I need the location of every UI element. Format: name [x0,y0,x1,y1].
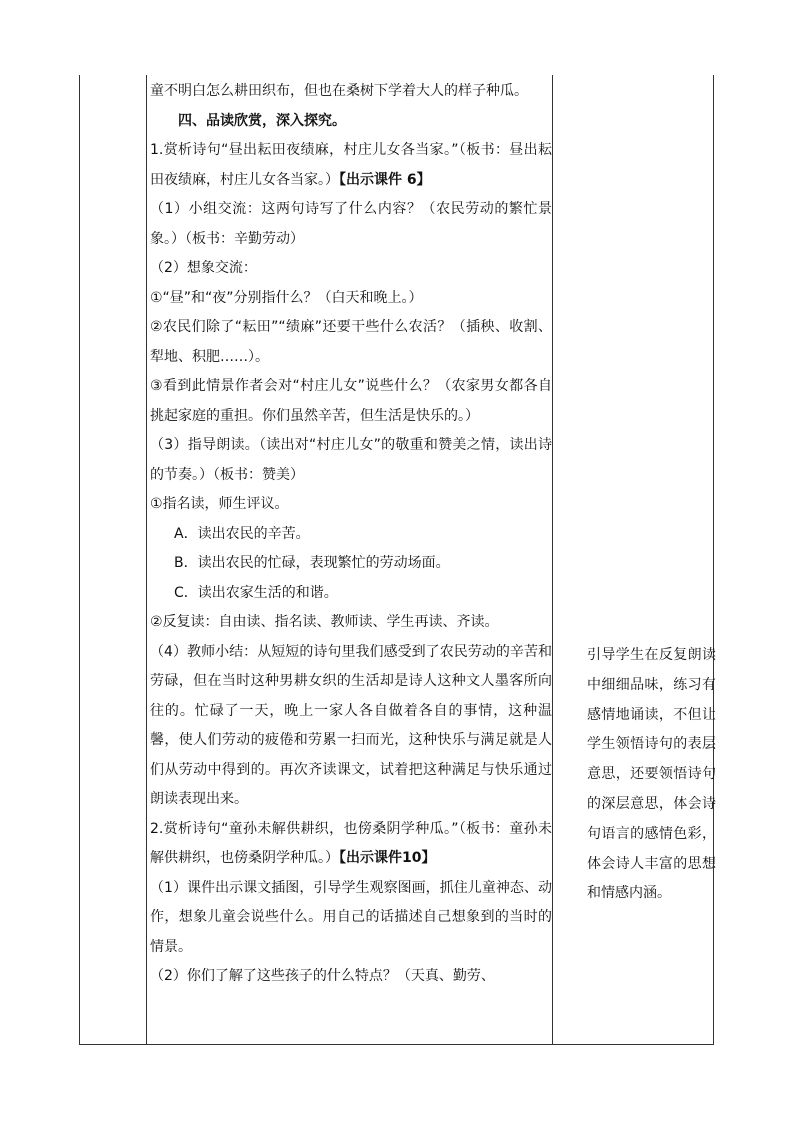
paragraph: （1）课件出示课文插图，引导学生观察图画，抓住儿童神态、动作，想象儿童会说些什么。用自己的话描述自己想象到的当时的情景。 [150,879,552,955]
design-intent-text: 引导学生在反复朗读中细细品味，练习有感情地诵读，不但让学生领悟诗句的表层意思，还要领悟诗句的深层意思，体会诗句语言的感情色彩，体会诗人丰富的思想和情感内涵。 [587,647,716,902]
section-heading: 四、品读欣赏，深入探究。 [178,112,346,129]
paragraph [150,815,552,874]
option-item: B．读出农民的忙碌，表现繁忙的劳动场面。 [174,555,450,571]
design-intent-cell [587,641,716,909]
paragraph: （1）小组交流：这两句诗写了什么内容？（农民劳动的繁忙景象。）（板书：辛勤劳动） [150,201,552,247]
paragraph: （2）想象交流： [150,260,257,276]
option-item: A．读出农民的辛苦。 [174,525,310,542]
paragraph: ③看到此情景作者会对“村庄儿女”说些什么？（农家男女都各自挑起家庭的重担。你们虽然辛苦，但生活是快乐的。） [150,378,552,424]
paragraph [150,136,552,195]
paragraph: （2）你们了解了这些孩子的什么特点？（天真、勤劳、 [150,968,495,984]
paragraph: （3）指导朗读。（读出对“村庄儿女”的敬重和赞美之情，读出诗的节奏。）（板书：赞美） [150,437,552,483]
paragraph-text: 1.赏析诗句“昼出耘田夜绩麻，村庄儿女各当家。”（板书：昼出耘田夜绩麻，村庄儿女各当家。） [150,142,552,188]
paragraph: ①“昼”和“夜”分别指什么？（白天和晚上。） [150,289,423,306]
table-border-bottom [79,1044,714,1045]
option-item: C．读出农家生活的和谐。 [174,584,338,601]
paragraph: ①指名读，师生评议。 [150,496,289,512]
courseware-tag: 【出示课件 6】 [339,171,431,188]
teaching-process-cell [150,77,552,992]
paragraph-text: 2.赏析诗句“童孙未解供耕织，也傍桑阴学种瓜。”（板书：童孙未解供耕织，也傍桑阴学种瓜。） [150,820,552,866]
paragraph: ②农民们除了“耘田”“绩麻”还要干些什么农活？（插秧、收割、犁地、积肥……）。 [150,319,552,365]
table-border-left [79,75,80,1045]
paragraph: （4）教师小结：从短短的诗句里我们感受到了农民劳动的辛苦和劳碌，但在当时这种男耕女织的生活却是诗人这种文人墨客所向往的。忙碌了一天，晚上一家人各自做着各自的事情，这种温馨，使人们劳动的疲倦和劳累一扫而光，这种快乐与满足就是人们从劳动中得到的。再次齐读课文，试着把这种满足与快乐通过朗读表现出来。 [150,643,552,807]
courseware-tag: 【出示课件10】 [339,850,436,866]
paragraph: 童不明白怎么耕田织布，但也在桑树下学着大人的样子种瓜。 [150,83,528,99]
table-column-divider [552,75,553,1045]
paragraph: ②反复读：自由读、指名读、教师读、学生再读、齐读。 [150,614,499,630]
table-column-divider [146,75,147,1045]
